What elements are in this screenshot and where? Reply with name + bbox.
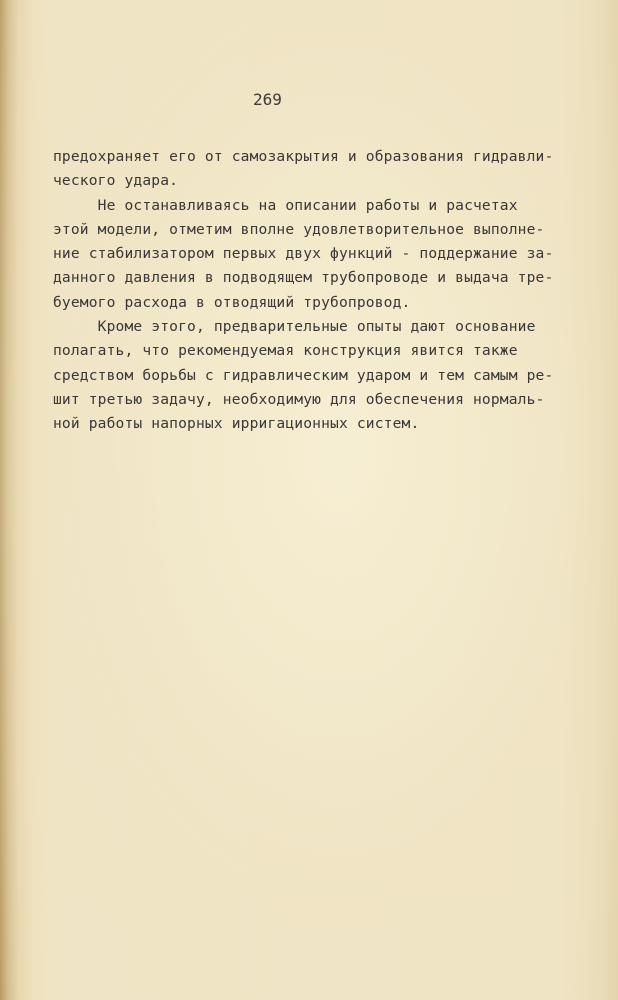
text-line: средством борьбы с гидравлическим ударом и тем самым ре- bbox=[53, 366, 554, 384]
text-line: шит третью задачу, необходимую для обеспечения нормаль- bbox=[53, 390, 545, 408]
text-line: этой модели, отметим вполне удовлетворительное выполне- bbox=[53, 220, 545, 238]
text-line: ние стабилизатором первых двух функций - поддержание за- bbox=[53, 245, 554, 263]
text-line: полагать, что рекомендуемая конструкция явится также bbox=[53, 342, 518, 360]
text-line: Кроме этого, предварительные опыты дают основание bbox=[53, 318, 536, 336]
text-line: буемого расхода в отводящий трубопровод. bbox=[53, 293, 411, 311]
body-text bbox=[53, 145, 573, 437]
text-line: ческого удара. bbox=[53, 172, 179, 190]
text-line: данного давления в подводящем трубопроводе и выдача тре- bbox=[53, 269, 554, 287]
text-line: ной работы напорных ирригационных систем. bbox=[53, 415, 420, 433]
page-number: 269 bbox=[253, 90, 282, 109]
text-line: предохраняет его от самозакрытия и образования гидравли- bbox=[53, 148, 554, 165]
text-line: Не останавливаясь на описании работы и расчетах bbox=[53, 196, 518, 214]
